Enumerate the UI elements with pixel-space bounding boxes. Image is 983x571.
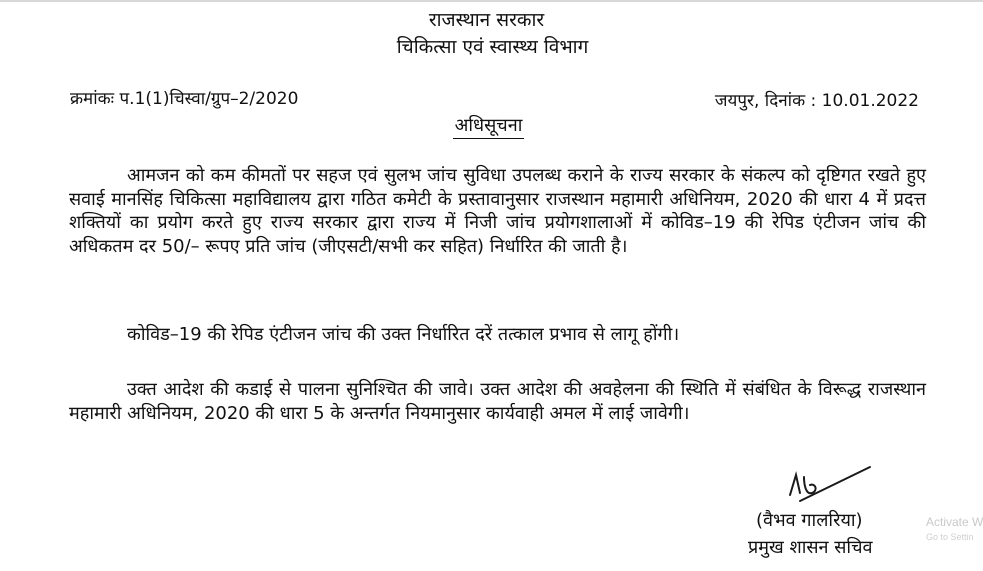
handwritten-signature <box>760 455 890 515</box>
body-paragraph-2: कोविड–19 की रेपिड एंटीजन जांच की उक्त निर्धारित दरें तत्काल प्रभाव से लागू होंगी। <box>127 324 680 345</box>
government-heading: राजस्थान सरकार <box>428 9 545 31</box>
reference-number: क्रमांकः प.1(1)चिस्वा/ग्रुप–2/2020 <box>70 89 299 109</box>
document-title-text: अधिसूचना <box>453 115 525 139</box>
top-divider <box>0 0 983 2</box>
signatory-name: (वैभव गालरिया) <box>756 510 863 531</box>
body-paragraph-1: आमजन को कम कीमतों पर सहज एवं सुलभ जांच सुविधा उपलब्ध कराने के राज्य सरकार के संकल्प को दृष्टिगत रखते हुए सवाई मानसिंह चिकित्सा महाविद्यालय द्वारा गठित कमेटी के प्रस्तावानुसार राजस्थान महामारी अधिनियम, 2020 की धारा 4 में प्रदत्त शक्तियों का प्रयोग करते हुए राज्य सरकार द्वारा राज्य में निजी जांच प्रयोगशालाओं में कोविड–19 की रेपिड एंटीजन जांच की अधिकतम दर 50/– रूपए प्रति जांच (जीएसटी/सभी कर सहित) निर्धारित की जाती है। <box>69 165 926 257</box>
body-paragraph-3: उक्त आदेश की कडाई से पालना सुनिश्चित की जावे। उक्त आदेश की अवहेलना की स्थिति में संबंधित के विरूद्ध राजस्थान महामारी अधिनियम, 2020 की धारा 5 के अन्तर्गत नियमानुसार कार्यवाही अमल में लाई जावेगी। <box>69 379 926 424</box>
department-heading: चिकित्सा एवं स्वास्थ्य विभाग <box>396 36 589 58</box>
signatory-designation: प्रमुख शासन सचिव <box>748 537 873 558</box>
activate-windows-watermark: Activate W <box>926 515 983 529</box>
document-title <box>0 115 983 139</box>
activate-windows-hint: Go to Settin <box>926 532 974 542</box>
place-date: जयपुर, दिनांक : 10.01.2022 <box>714 91 919 111</box>
